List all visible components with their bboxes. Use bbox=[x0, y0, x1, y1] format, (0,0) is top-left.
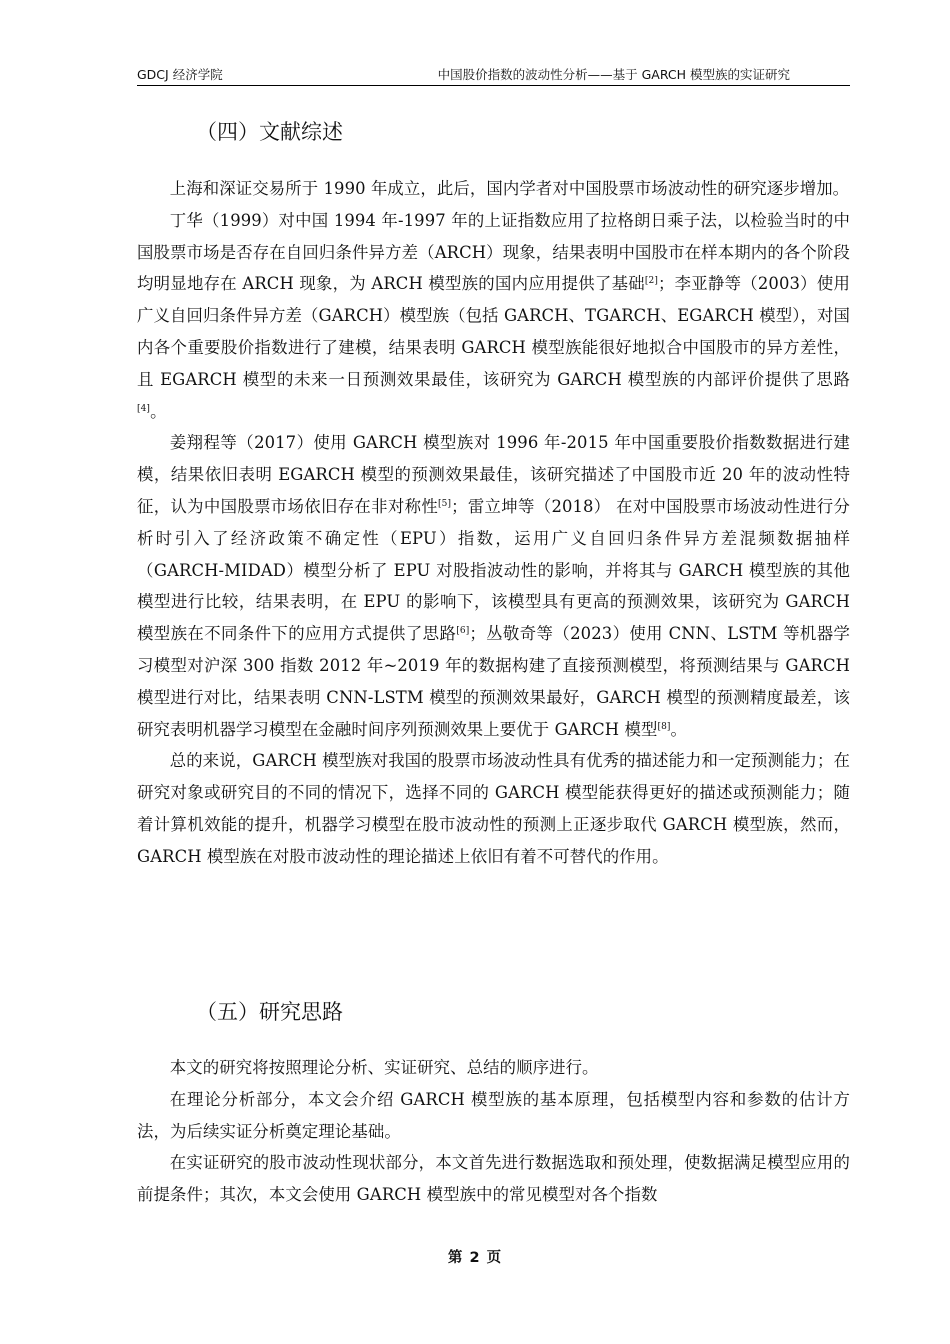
citation: [8] bbox=[657, 721, 671, 732]
paragraph-text: 姜翔程等（2017）使用 GARCH 模型族对 1996 年-2015 年中国重要股价指数数据进行建模，结果依旧表明 EGARCH 模型的预测效果最佳，该研究描述了中国股市近 20 年的波动性特征，认为中国股票市场依旧存在非对称性 bbox=[137, 433, 850, 516]
paragraph: 在实证研究的股市波动性现状部分，本文首先进行数据选取和预处理，使数据满足模型应用的前提条件；其次，本文会使用 GARCH 模型族中的常见模型对各个指数 bbox=[137, 1153, 850, 1205]
page-header bbox=[137, 66, 850, 86]
research-approach-body bbox=[137, 1052, 850, 1211]
citation: [5] bbox=[438, 498, 452, 509]
paragraph bbox=[137, 205, 850, 428]
literature-review-body bbox=[137, 173, 850, 873]
section-title-literature-review: （四）文献综述 bbox=[196, 120, 343, 144]
paragraph: 上海和深证交易所于 1990 年成立，此后，国内学者对中国股票市场波动性的研究逐步增加。 bbox=[169, 179, 850, 198]
paragraph-text: 。 bbox=[150, 401, 167, 421]
paragraph: 在理论分析部分，本文会介绍 GARCH 模型族的基本原理，包括模型内容和参数的估计方法，为后续实证分析奠定理论基础。 bbox=[137, 1089, 850, 1141]
paragraph: 总的来说，GARCH 模型族对我国的股票市场波动性具有优秀的描述能力和一定预测能力；在研究对象或研究目的不同的情况下，选择不同的 GARCH 模型能获得更好的描述或预测能力；随着计算机效能的提升，机器学习模型在股市波动性的预测上正逐步取代 GARCH 模型族，然而，GARCH 模型族在对股市波动性的理论描述上依旧有着不可替代的作用。 bbox=[137, 751, 850, 866]
paragraph bbox=[137, 427, 850, 745]
paragraph-text: ；丛敬奇等（2023）使用 CNN、LSTM 等机器学习模型对沪深 300 指数 2012 年~2019 年的数据构建了直接预测模型，将预测结果与 GARCH 模型进行对比，结果表明 CNN-LSTM 模型的预测效果最好，GARCH 模型的预测精度最差，该研究表明机器学习模型在金融时间序列预测效果上要优于 GARCH 模型 bbox=[137, 624, 850, 739]
paragraph: 本文的研究将按照理论分析、实证研究、总结的顺序进行。 bbox=[169, 1058, 599, 1077]
paragraph-text: ；李亚静等（2003）使用广义自回归条件异方差（GARCH）模型族（包括 GARCH、TGARCH、EGARCH 模型），对国内各个重要股价指数进行了建模，结果表明 GARCH 模型族能很好地拟合中国股市的异方差性，且 EGARCH 模型的未来一日预测效果最佳，该研究为 GARCH 模型族的内部评价提供了思路 bbox=[137, 274, 850, 389]
header-paper-title: 中国股价指数的波动性分析——基于 GARCH 模型族的实证研究 bbox=[437, 67, 790, 82]
citation: [2] bbox=[644, 276, 658, 287]
paragraph-text: ；雷立坤等（2018） 在对中国股票市场波动性进行分析时引入了经济政策不确定性（EPU）指数，运用广义自回归条件异方差混频数据抽样（GARCH-MIDAD）模型分析了 EPU 对股指波动性的影响，并将其与 GARCH 模型族的其他模型进行比较，结果表明，在 EPU 的影响下，该模型具有更高的预测效果，该研究为 GARCH 模型族在不同条件下的应用方式提供了思路 bbox=[137, 496, 850, 644]
citation: [6] bbox=[456, 626, 470, 637]
section-title-research-approach: （五）研究思路 bbox=[196, 1000, 343, 1024]
page-number: 第 2 页 bbox=[447, 1250, 503, 1266]
header-institution: GDCJ 经济学院 bbox=[137, 67, 223, 82]
paragraph-text: 丁华（1999）对中国 1994 年-1997 年的上证指数应用了拉格朗日乘子法，以检验当时的中国股票市场是否存在自回归条件异方差（ARCH）现象，结果表明中国股市在样本期内的各个阶段均明显地存在 ARCH 现象，为 ARCH 模型族的国内应用提供了基础 bbox=[137, 210, 850, 294]
paragraph-text: 。 bbox=[670, 719, 688, 739]
citation: [4] bbox=[137, 403, 151, 414]
